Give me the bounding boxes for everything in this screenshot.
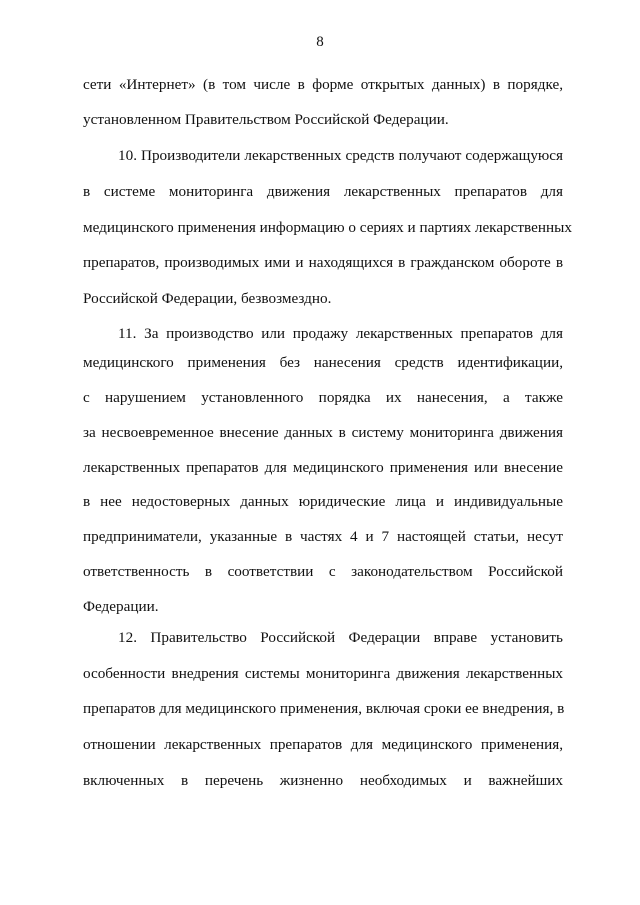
text-line: в нее недостоверных данных юридические лица и индивидуальные	[83, 493, 563, 510]
text-line: с нарушением установленного порядка их нанесения, а также	[83, 389, 563, 406]
paragraph-start: 10. Производители лекарственных средств получают содержащуюся	[118, 147, 563, 164]
text-line: включенных в перечень жизненно необходимых и важнейших	[83, 772, 563, 789]
text-line: препаратов, производимых ими и находящихся в гражданском обороте в	[83, 254, 563, 271]
text-line: особенности внедрения системы мониторинга движения лекарственных	[83, 665, 563, 682]
text-line: Федерации.	[83, 598, 159, 615]
text-line: препаратов для медицинского применения, включая сроки ее внедрения, в	[83, 700, 565, 717]
text-line: за несвоевременное внесение данных в систему мониторинга движения	[83, 424, 563, 441]
paragraph-start: 11. За производство или продажу лекарственных препаратов для	[118, 325, 563, 342]
page-number: 8	[316, 34, 324, 50]
text-line: ответственность в соответствии с законодательством Российской	[83, 563, 563, 580]
text-line: медицинского применения информацию о сериях и партиях лекарственных	[83, 219, 572, 236]
text-line: установленном Правительством Российской Федерации.	[83, 111, 449, 128]
text-line: Российской Федерации, безвозмездно.	[83, 290, 332, 307]
text-line: медицинского применения без нанесения средств идентификации,	[83, 354, 563, 371]
paragraph-start: 12. Правительство Российской Федерации вправе установить	[118, 629, 563, 646]
text-line: в системе мониторинга движения лекарственных препаратов для	[83, 183, 563, 200]
text-line: отношении лекарственных препаратов для медицинского применения,	[83, 736, 563, 753]
text-line: сети «Интернет» (в том числе в форме открытых данных) в порядке,	[83, 76, 563, 93]
text-line: лекарственных препаратов для медицинского применения или внесение	[83, 459, 563, 476]
text-line: предприниматели, указанные в частях 4 и 7 настоящей статьи, несут	[83, 528, 563, 545]
